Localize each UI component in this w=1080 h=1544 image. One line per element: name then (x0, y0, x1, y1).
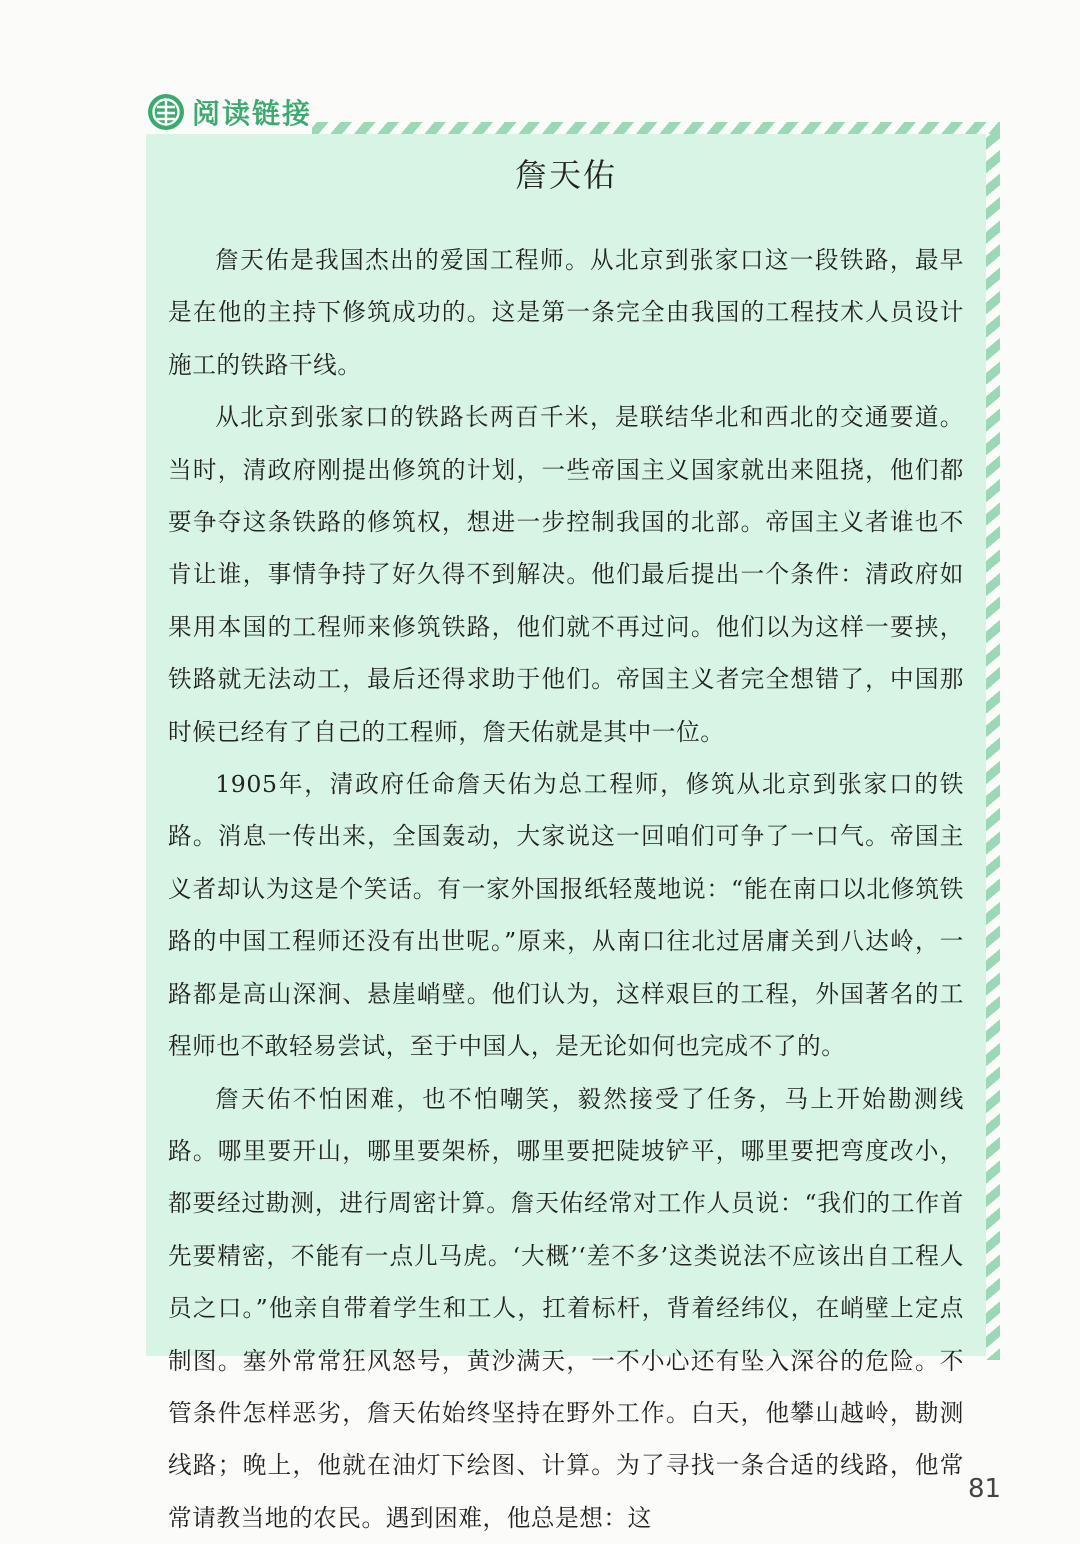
reading-panel (146, 134, 986, 1356)
article-title: 詹天佑 (146, 150, 986, 196)
decorative-stripe-right (986, 134, 1000, 1360)
paragraph: 詹天佑不怕困难，也不怕嘲笑，毅然接受了任务，马上开始勘测线路。哪里要开山，哪里要架桥，哪里要把陡坡铲平，哪里要把弯度改小，都要经过勘测，进行周密计算。詹天佑经常对工作人员说：“我们的工作首先要精密，不能有一点儿马虎。‘大概’‘差不多’这类说法不应该出自工程人员之口。”他亲自带着学生和工人，扛着标杆，背着经纬仪，在峭壁上定点制图。塞外常常狂风怒号，黄沙满天，一不小心还有坠入深谷的危险。不管条件怎样恶劣，詹天佑始终坚持在野外工作。白天，他攀山越岭，勘测线路；晚上，他就在油灯下绘图、计算。为了寻找一条合适的线路，他常常请教当地的农民。遇到困难，他总是想：这 (168, 1073, 964, 1544)
paragraph: 1905年，清政府任命詹天佑为总工程师，修筑从北京到张家口的铁路。消息一传出来，全国轰动，大家说这一回咱们可争了一口气。帝国主义者却认为这是个笑话。有一家外国报纸轻蔑地说：“能在南口以北修筑铁路的中国工程师还没有出世呢。”原来，从南口往北过居庸关到八达岭，一路都是高山深涧、悬崖峭壁。他们认为，这样艰巨的工程，外国著名的工程师也不敢轻易尝试，至于中国人，是无论如何也完成不了的。 (168, 758, 964, 1072)
page-number: 81 (968, 1474, 1001, 1504)
section-label: 阅读链接 (192, 92, 312, 132)
paragraph: 从北京到张家口的铁路长两百千米，是联结华北和西北的交通要道。当时，清政府刚提出修筑的计划，一些帝国主义国家就出来阻挠，他们都要争夺这条铁路的修筑权，想进一步控制我国的北部。帝国主义者谁也不肯让谁，事情争持了好久得不到解决。他们最后提出一个条件：清政府如果用本国的工程师来修筑铁路，他们就不再过问。他们以为这样一要挟，铁路就无法动工，最后还得求助于他们。帝国主义者完全想错了，中国那时候已经有了自己的工程师，詹天佑就是其中一位。 (168, 391, 964, 758)
article-body (168, 234, 964, 1544)
section-header (146, 92, 312, 132)
decorative-stripe-top (312, 122, 1000, 134)
book-circle-icon (146, 92, 186, 132)
paragraph: 詹天佑是我国杰出的爱国工程师。从北京到张家口这一段铁路，最早是在他的主持下修筑成功的。这是第一条完全由我国的工程技术人员设计施工的铁路干线。 (168, 234, 964, 391)
